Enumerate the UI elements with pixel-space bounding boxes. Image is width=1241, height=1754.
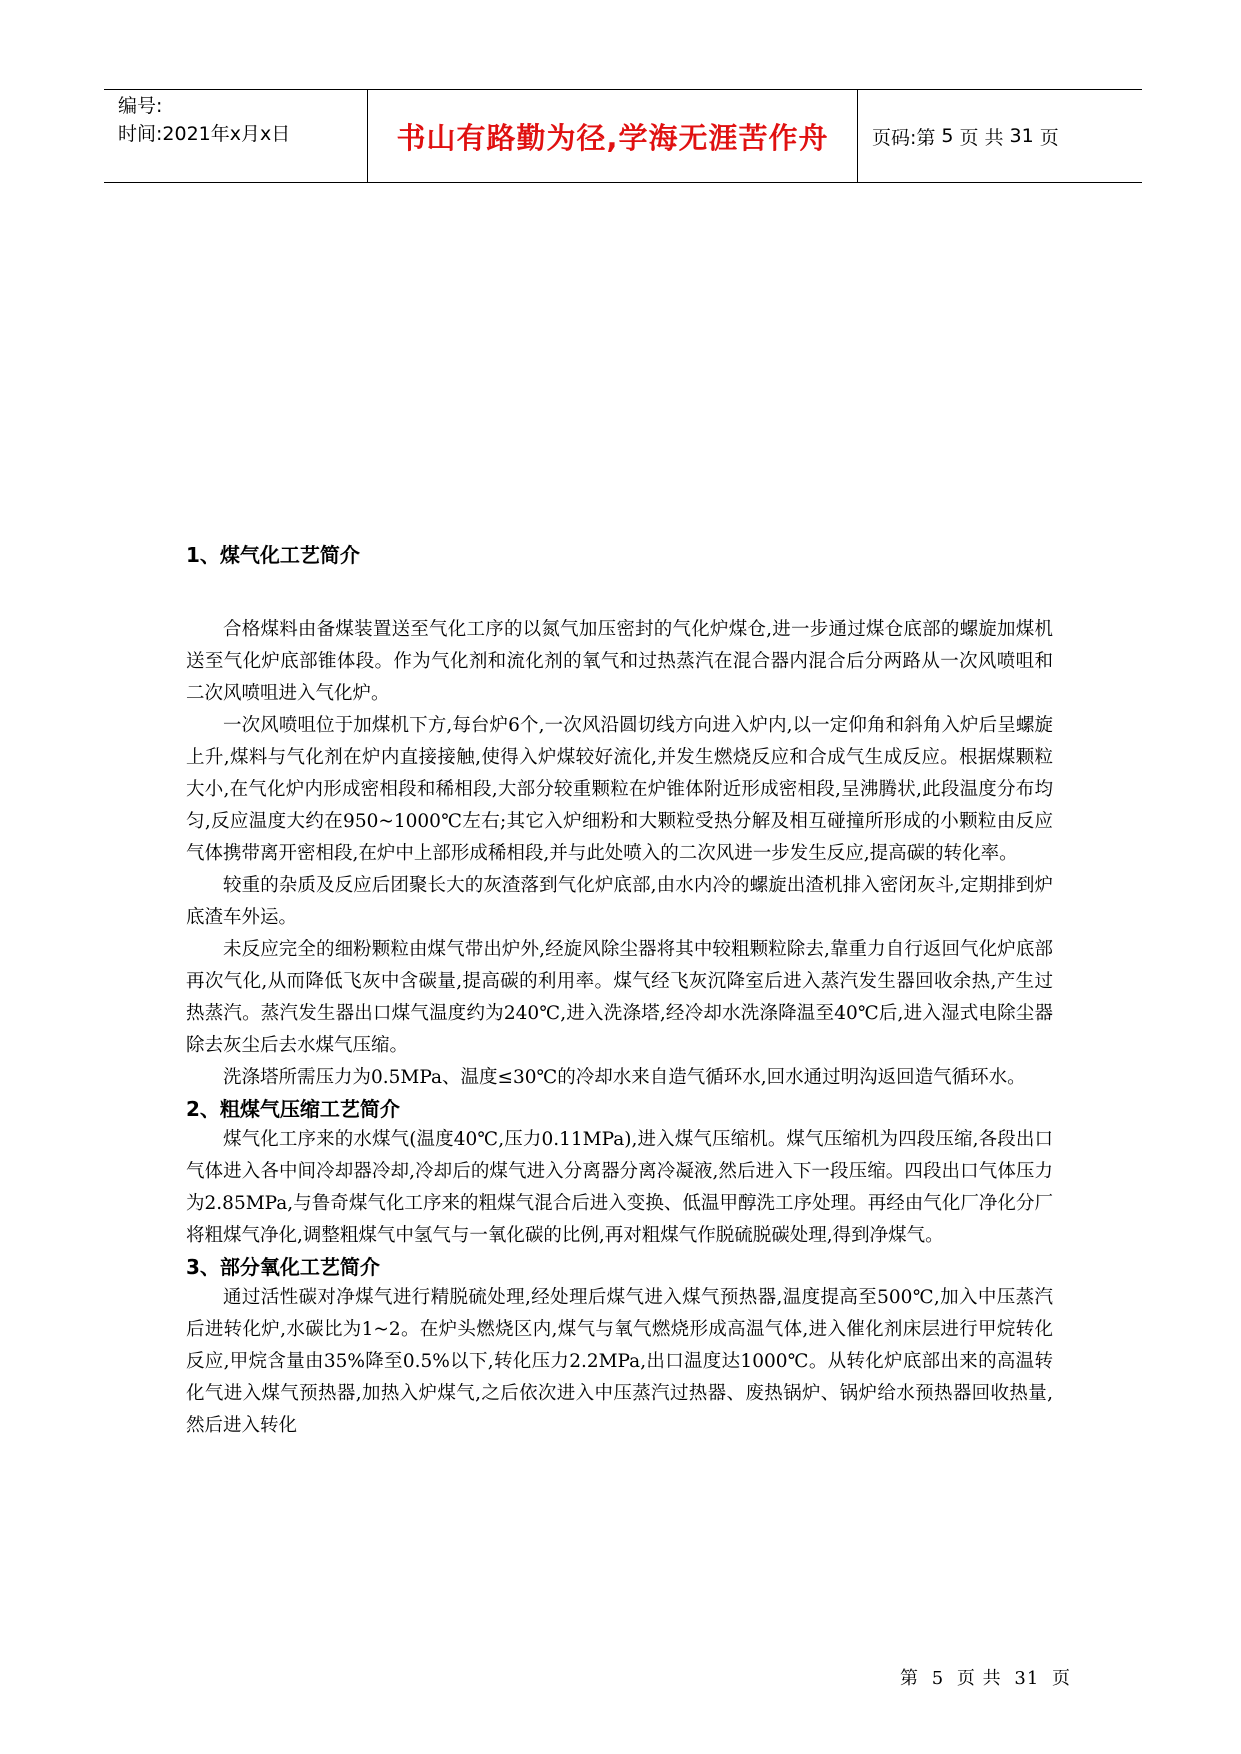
paragraph: 洗涤塔所需压力为0.5MPa、温度≤30℃的冷却水来自造气循环水,回水通过明沟返回造气循环水。 bbox=[223, 1067, 1026, 1088]
footer-suffix: 页 bbox=[1052, 1668, 1072, 1689]
footer-prefix: 第 bbox=[900, 1668, 919, 1689]
header-page-info bbox=[858, 90, 1142, 182]
page-number: 5 bbox=[941, 125, 954, 147]
section-title: 3、部分氧化工艺简介 bbox=[186, 1255, 380, 1279]
paragraph: 较重的杂质及反应后团聚长大的灰渣落到气化炉底部,由水内冷的螺旋出渣机排入密闭灰斗,定期排到炉底渣车外运。 bbox=[186, 875, 1053, 928]
section-title: 1、煤气化工艺简介 bbox=[186, 543, 360, 567]
page-end-label: 页 bbox=[1039, 126, 1059, 149]
footer-page-total: 31 bbox=[1014, 1668, 1040, 1689]
paragraph: 一次风喷咀位于加煤机下方,每台炉6个,一次风沿圆切线方向进入炉内,以一定仰角和斜角入炉后呈螺旋上升,煤料与气化剂在炉内直接接触,使得入炉煤较好流化,并发生燃烧反应和合成气生成反应。根据煤颗粒大小,在气化炉内形成密相段和稀相段,大部分较重颗粒在炉锥体附近形成密相段,呈沸腾状,此段温度分布均匀,反应温度大约在950~1000℃左右;其它入炉细粉和大颗粒受热分解及相互碰撞所形成的小颗粒由反应气体携带离开密相段,在炉中上部形成稀相段,并与此处喷入的二次风进一步发生反应,提高碳的转化率。 bbox=[186, 715, 1053, 864]
section-title: 2、粗煤气压缩工艺简介 bbox=[186, 1097, 400, 1121]
paragraph: 通过活性碳对净煤气进行精脱硫处理,经处理后煤气进入煤气预热器,温度提高至500℃,加入中压蒸汽后进转化炉,水碳比为1~2。在炉头燃烧区内,煤气与氧气燃烧形成高温气体,进入催化剂床层进行甲烷转化反应,甲烷含量由35%降至0.5%以下,转化压力2.2MPa,出口温度达1000℃。从转化炉底部出来的高温转化气进入煤气预热器,加热入炉煤气,之后依次进入中压蒸汽过热器、废热锅炉、锅炉给水预热器回收热量,然后进入转化 bbox=[186, 1287, 1053, 1436]
document-body bbox=[186, 540, 1053, 1442]
paragraph: 煤气化工序来的水煤气(温度40℃,压力0.11MPa),进入煤气压缩机。煤气压缩机为四段压缩,各段出口气体进入各中间冷却器冷却,冷却后的煤气进入分离器分离冷凝液,然后进入下一段压缩。四段出口气体压力为2.85MPa,与鲁奇煤气化工序来的粗煤气混合后进入变换、低温甲醇洗工序处理。再经由气化厂净化分厂将粗煤气净化,调整粗煤气中氢气与一氧化碳的比例,再对粗煤气作脱硫脱碳处理,得到净煤气。 bbox=[186, 1129, 1053, 1246]
page-label: 页码:第 bbox=[872, 126, 936, 149]
footer-page-number: 5 bbox=[931, 1668, 945, 1689]
header-meta bbox=[104, 90, 368, 182]
document-time-label: 时间:2021年x月x日 bbox=[118, 123, 291, 145]
page-header bbox=[104, 89, 1142, 183]
page-footer bbox=[900, 1664, 1071, 1690]
header-motto bbox=[368, 90, 858, 182]
paragraph: 合格煤料由备煤装置送至气化工序的以氮气加压密封的气化炉煤仓,进一步通过煤仓底部的螺旋加煤机送至气化炉底部锥体段。作为气化剂和流化剂的氧气和过热蒸汽在混合器内混合后分两路从一次风喷咀和二次风喷咀进入气化炉。 bbox=[186, 619, 1053, 704]
page-total: 31 bbox=[1009, 125, 1034, 147]
document-number-label: 编号: bbox=[118, 95, 163, 117]
paragraph: 未反应完全的细粉颗粒由煤气带出炉外,经旋风除尘器将其中较粗颗粒除去,靠重力自行返回气化炉底部再次气化,从而降低飞灰中含碳量,提高碳的利用率。煤气经飞灰沉降室后进入蒸汽发生器回收余热,产生过热蒸汽。蒸汽发生器出口煤气温度约为240℃,进入洗涤塔,经冷却水洗涤降温至40℃后,进入湿式电除尘器除去灰尘后去水煤气压缩。 bbox=[186, 939, 1053, 1056]
page-mid-label: 页 共 bbox=[959, 126, 1004, 149]
footer-mid: 页 共 bbox=[956, 1668, 1002, 1689]
motto-text: 书山有路勤为径,学海无涯苦作舟 bbox=[396, 120, 829, 155]
